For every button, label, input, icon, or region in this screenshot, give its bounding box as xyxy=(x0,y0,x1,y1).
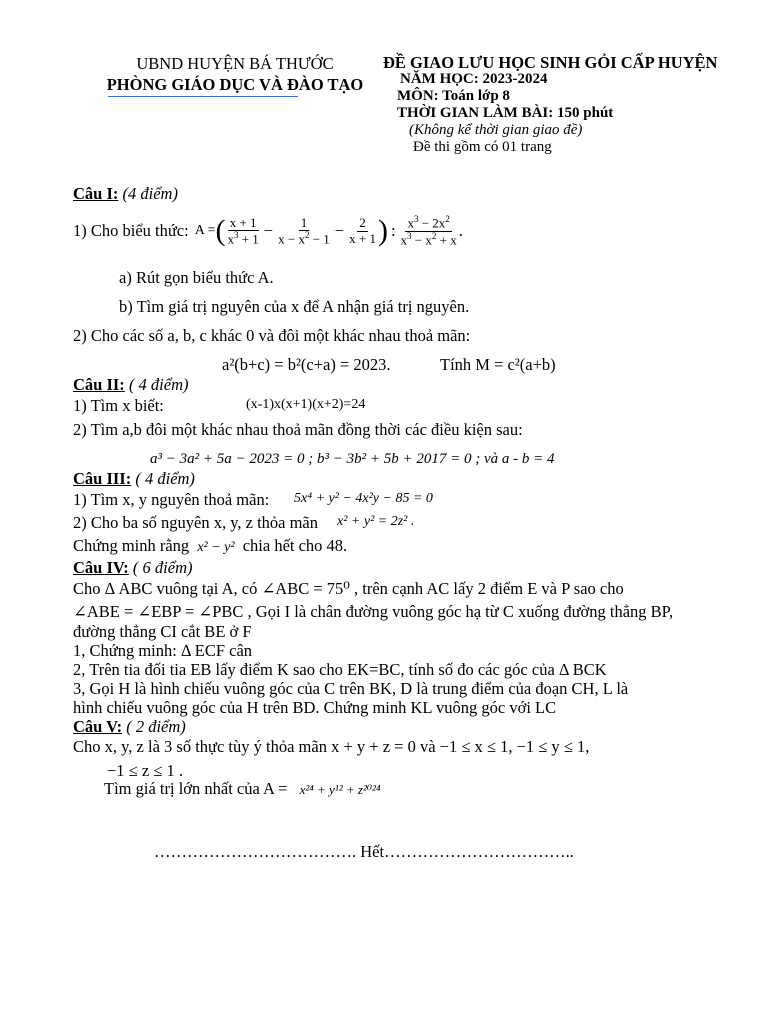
q5-line2: −1 ≤ z ≤ 1 . xyxy=(107,761,183,780)
q5-line3-equation: x²⁴ + y¹² + z²⁰²⁴ xyxy=(299,782,381,797)
q5-points: ( 2 điểm) xyxy=(126,717,186,736)
q3-p1-equation: 5x⁴ + y² − 4x²y − 85 = 0 xyxy=(294,491,433,506)
q3-p2-text: 2) Cho ba số nguyên x, y, z thỏa mãn xyxy=(73,513,319,532)
footer-end: ………………………………. Hết…………………………….. xyxy=(154,842,574,861)
q4-line5: 2, Trên tia đối tia EB lấy điểm K sao cho EK=BC, tính số đo các góc của Δ BCK xyxy=(73,660,607,679)
q2-p2-equation: a³ − 3a² + 5a − 2023 = 0 ; b³ − 3b² + 5b + 2017 = 0 ; và a - b = 4 xyxy=(150,451,555,467)
q1-p1-text: 1) Cho biểu thức: xyxy=(73,221,189,241)
q5-line1: Cho x, y, z là 3 số thực tùy ý thỏa mãn x + y + z = 0 và −1 ≤ x ≤ 1, −1 ≤ y ≤ 1, xyxy=(73,737,590,756)
q3-p2-equation: x² + y² = 2z² . xyxy=(337,514,415,529)
q4-line6: 3, Gọi H là hình chiếu vuông góc của C trên BK, D là trung điểm của đoạn CH, L là xyxy=(73,679,629,698)
q1-expression: 1) Cho biểu thức: A = ( $\frac{x + 1}{x^3 + 1}$ − $\frac{1}{x - x^2 - 1}$ − $\frac{2}{x + 1}$ ) : $\frac{x^3 - 2x^2}{x^3 - x^2 + x}$ . xyxy=(73,214,463,248)
q1-part-a: a) Rút gọn biểu thức A. xyxy=(119,268,274,287)
q3-p3 xyxy=(73,536,347,556)
q2-p2-text: 2) Tìm a,b đôi một khác nhau thoả mãn đồng thời các điều kiện sau: xyxy=(73,420,523,439)
q3-title: Câu III: xyxy=(73,469,132,488)
q2-points: ( 4 điểm) xyxy=(128,375,189,394)
q4-points: ( 6 điểm) xyxy=(132,558,193,577)
header-right-line5: (Không kể thời gian giao đề) xyxy=(409,122,583,138)
header-right-line4: THỜI GIAN LÀM BÀI: 150 phút xyxy=(397,105,614,121)
q4-line7: hình chiếu vuông góc của H trên BD. Chứng minh KL vuông góc với LC xyxy=(73,698,557,717)
q3-p3-equation: x² − y² xyxy=(197,540,235,555)
q4-line1: Cho Δ ABC vuông tại A, có ∠ABC = 75⁰ , trên cạnh AC lấy 2 điểm E và P sao cho xyxy=(73,579,624,598)
q1-equation: a²(b+c) = b²(c+a) = 2023. xyxy=(222,355,391,374)
header-left-line1: UBND HUYỆN BÁ THƯỚC xyxy=(136,54,334,73)
q2-title: Câu II: xyxy=(73,375,125,394)
header-right-line3: MÔN: Toán lớp 8 xyxy=(397,88,510,104)
q2-p1-text: 1) Tìm x biết: xyxy=(73,396,164,415)
header-right-line1: ĐỀ GIAO LƯU HỌC SINH GỎI CẤP HUYỆN xyxy=(383,53,718,72)
q3-heading xyxy=(73,469,195,489)
q4-title: Câu IV: xyxy=(73,558,129,577)
q2-p1-equation: (x-1)x(x+1)(x+2)=24 xyxy=(246,397,366,412)
header-left-line2: PHÒNG GIÁO DỤC VÀ ĐÀO TẠO xyxy=(106,75,364,94)
q4-line3: đường thẳng CI cắt BE ở F xyxy=(73,622,252,641)
q4-line4: 1, Chứng minh: Δ ECF cân xyxy=(73,641,253,660)
q3-p3-text-b: chia hết cho 48. xyxy=(242,536,348,555)
q1-tinh: Tính M = c²(a+b) xyxy=(440,355,556,374)
header-underline xyxy=(108,96,298,97)
q5-title: Câu V: xyxy=(73,717,123,736)
q1-points: (4 điểm) xyxy=(122,184,178,203)
header-right-line6: Đề thi gồm có 01 trang xyxy=(413,139,552,155)
q3-p3-text-a: Chứng minh rằng xyxy=(73,536,190,555)
q5-line3-text: Tìm giá trị lớn nhất của A = xyxy=(104,779,288,798)
q3-points: ( 4 điểm) xyxy=(135,469,195,488)
q2-heading xyxy=(73,375,189,395)
header-right-line2: NĂM HỌC: 2023-2024 xyxy=(400,71,548,87)
q1-part-2: 2) Cho các số a, b, c khác 0 và đôi một khác nhau thoả mãn: xyxy=(73,326,471,345)
q4-heading xyxy=(73,558,193,578)
q1-heading xyxy=(73,184,178,204)
q1-part-b: b) Tìm giá trị nguyên của x để A nhận giá trị nguyên. xyxy=(119,297,470,316)
q5-heading xyxy=(73,717,186,737)
q4-line2: ∠ABE = ∠EBP = ∠PBC , Gọi I là chân đường vuông góc hạ từ C xuống đường thẳng BP, xyxy=(73,602,674,621)
q5-line3 xyxy=(104,779,380,799)
q3-p1-text: 1) Tìm x, y nguyên thoả mãn: xyxy=(73,490,270,509)
q1-title: Câu I: xyxy=(73,184,119,203)
